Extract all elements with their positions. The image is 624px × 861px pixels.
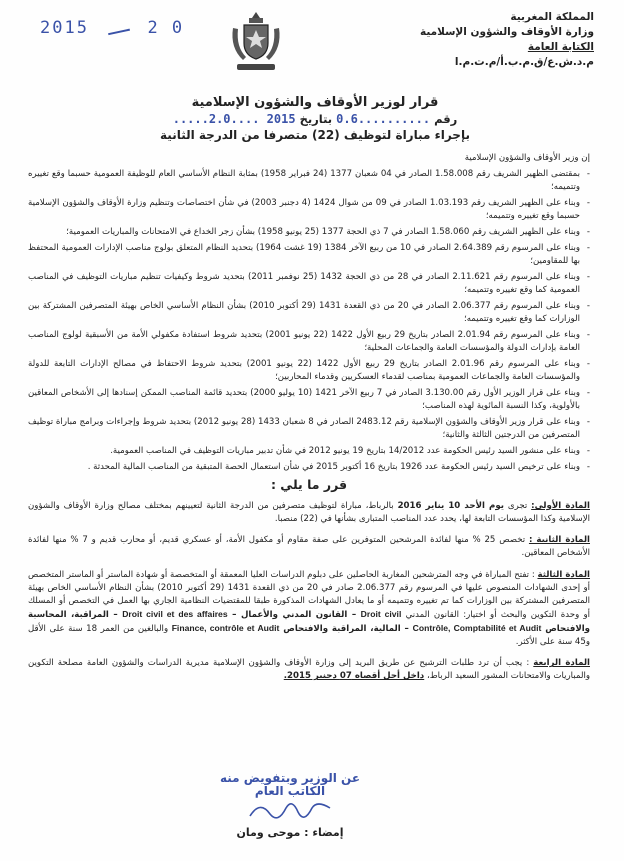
legal-references-list bbox=[28, 168, 590, 474]
article-label: المادة الثالثة bbox=[537, 569, 590, 580]
decree-title bbox=[150, 95, 480, 142]
article-text: : يجب أن ترد طلبات الترشيح عن طريق البريد إلى وزارة الأوقاف والشؤون الإسلامية مديرية الدراسات والشؤون العامة مصلحة التكوين والمباريات والامتحانات المشور السعيد الرباط، bbox=[28, 658, 590, 682]
department-name: الكتابة العامة bbox=[527, 41, 594, 53]
legal-reference: - وبناء على الظهير الشريف رقم 1.03.193 الصادر في 09 من شوال 1424 (4 دجنبر 2003) في شأن اختصاصات وتنظيم وزارة الأوقاف والشؤون الإسلامية حسبما وقع تغييره وتتميمه؛ bbox=[28, 197, 590, 223]
decision-heading: قرر ما يلي : bbox=[270, 477, 348, 492]
legal-reference: - وبناء على منشور السيد رئيس الحكومة عدد 14/2012 بتاريخ 19 يونيو 2012 في شأن تدبير مباريات التوظيف في المناصب العمومية. bbox=[28, 445, 590, 458]
stamp-year: 2015 bbox=[40, 18, 89, 38]
specialty-civil-affaires-ar: القانون المدني والأعمال bbox=[240, 609, 348, 620]
legal-reference: - وبناء على المرسوم رقم 2.06.377 الصادر في 20 من ذي القعدة 1431 (29 أكتوبر 2010) بشأن النظام الأساسي الخاص بهيئة المتصرفين المشتركة بين الوزارات كما وقع تغييره وتتميمه؛ bbox=[28, 300, 590, 326]
reference-code: م.د.ش.ع/ق.م.ب.أ/م.ت.م.ا bbox=[454, 56, 594, 68]
article-text: تجرى bbox=[503, 500, 532, 511]
signatory-role: الكاتب العام bbox=[254, 784, 326, 798]
article-label: المادة الثانية : bbox=[528, 535, 590, 546]
specialty-finance-ar: المالية، المراقبة والافتحاص bbox=[283, 623, 401, 634]
country-name: المملكة المغربية bbox=[510, 11, 594, 23]
article-3 bbox=[28, 569, 590, 649]
article-text: بالرباط، مباراة لتوظيف متصرفين من الدرجة الثانية لتعيينهم بمختلف مصالح وزارة الأوقاف والشؤون الإسلامية وكذا المؤسسات التابعة لها، يحدد عدد المناصب المتبارى بشأنها في (22) منصبا. bbox=[28, 500, 590, 524]
title-line-3: بإجراء مباراة لتوظيف (22) متصرفا من الدرجة الثانية bbox=[160, 128, 470, 142]
specialty-finance: Finance, contrôle et Audit bbox=[171, 622, 280, 633]
legal-reference: - وبناء على المرسوم رقم 2.01.96 الصادر بتاريخ 29 ربيع الأول 1422 (22 يونيو 2001) بتحديد شروط الاحتفاظ في مصالح الإدارات التابعة للدولة والمؤسسات العامة والجماعات العمومية بمناصب لقدماء العسكريين وقدماء المحاربين؛ bbox=[28, 358, 590, 384]
age-requirement: والبالغين من العمر 18 سنة على الأقل و45 سنة على الأكثر. bbox=[28, 623, 590, 647]
stamp-scribble bbox=[106, 19, 130, 35]
legal-reference: - بمقتضى الظهير الشريف رقم 1.58.008 الصادر في 04 شعبان 1377 (24 فبراير 1958) بمثابة النظام الأساسي العام للوظيفة العمومية حسبما وقع تغييره وتتميمه؛ bbox=[28, 168, 590, 194]
article-text: : تفتح المباراة في وجه المترشحين المغاربة الحاصلين على دبلوم الدراسات العليا المعمقة أو المتخصصة أو شهادة الماستر أو الماستر المتخصص أو إحدى الشهادات المنصوص عليها في المرسوم رقم 2.06.377 صادر في 20 من ذي القعدة 1431 (29 أكتوبر 2010) بشأن النظام الأساسي الخاص بهيئة المتصرفين المشتركة بين الوزارات كما تم تغييره وتتميمه أو ما يعادل الشهادات المذكورة طبقا للمقتضيات النظامية الجاري بها العمل في التخصص أو المسلك أو وحدة التكوين والبحث أو اختيار: القانون المدني bbox=[28, 569, 591, 620]
delegation-stamp: عن الوزير وبتفويض منه bbox=[219, 771, 361, 785]
signatory-name: إمضاء : موحى ومان bbox=[236, 826, 344, 839]
specialty-controle: Contrôle, Comptabilité et Audit bbox=[412, 622, 542, 633]
article-label: المادة الرابعة bbox=[533, 658, 590, 669]
decree-number: ..........0.6 bbox=[336, 112, 431, 126]
legal-reference: - وبناء على المرسوم رقم 2.64.389 الصادر في 10 من ربيع الآخر 1384 (19 غشت 1964) بتحديد النظام المتعلق بولوج مناصب الإدارات العمومية المحتفظ بها للمقاومين؛ bbox=[28, 242, 590, 268]
legal-reference: - وبناء على قرار وزير الأوقاف والشؤون الإسلامية رقم 2483.12 الصادر في 8 شعبان 1433 (28 يونيو 2012) بتحديد شروط وإجراءات وبرامج مباراة توظيف المتصرفين من الدرجتين الثالثة والثانية؛ bbox=[28, 416, 590, 442]
decree-date: 2015 ....2.0..... bbox=[172, 112, 296, 126]
article-2 bbox=[28, 534, 590, 560]
specialty-audit-ar: المراقبة، المحاسبة والافتحاص bbox=[28, 609, 591, 634]
article-text: تخصص bbox=[495, 535, 529, 546]
specialty-droit-civil-affaires: Droit civil et des affaires bbox=[122, 608, 228, 619]
decree-body bbox=[28, 152, 590, 687]
legal-reference: - وبناء على المرسوم رقم 2.11.621 الصادر في 28 من ذي الحجة 1432 (25 نوفمبر 2011) بتحديد شروط وكيفيات تنظيم مباريات التوظيف في المناصب العمومية كما وقع تغييره وتتميمه؛ bbox=[28, 271, 590, 297]
legal-reference: - وبناء على الظهير الشريف رقم 1.58.060 الصادر في 7 ذي الحجة 1377 (25 يونيو 1958) بشأن زجر الخداع في الامتحانات والمباريات العمومية؛ bbox=[28, 226, 590, 239]
specialty-list: Droit civil – القانون المدني والأعمال – Droit civil et des affaires – المراقبة، المحاسبة والافتحاص Contrôle, Comptabilité et Audit – المالية، المراقبة والافتحاص Finance, contrôle et Audit bbox=[28, 608, 591, 634]
handwritten-signature-icon bbox=[245, 798, 335, 822]
legal-reference: - وبناء على المرسوم رقم 2.01.94 الصادر بتاريخ 29 ربيع الأول 1422 (22 يونيو 2001) بتحديد شروط استفادة مكفولي الأمة من الأسبقية لولوج المناصب العامة بإدارات الدولة والمؤسسات العامة والجماعات المحلية؛ bbox=[28, 329, 590, 355]
signature-block bbox=[215, 772, 365, 839]
legal-reference: - وبناء على ترخيص السيد رئيس الحكومة عدد 1926 بتاريخ 16 أكتوبر 2015 في شأن استعمال الحصة المتبقية من المناصب المالية المحدثة . bbox=[28, 461, 590, 474]
deadline: داخل أجل أقصاه 07 دجنبر 2015. bbox=[283, 671, 425, 682]
title-line-1: قرار لوزير الأوقاف والشؤون الإسلامية bbox=[191, 95, 439, 110]
article-1 bbox=[28, 500, 590, 526]
preamble: إن وزير الأوقاف والشؤون الإسلامية bbox=[464, 153, 590, 163]
article-text: 25 % منها لفائدة المرشحين المتوفرين على صفة مقاوم أو مكفول الأمة، أو عسكري قديم، أو محارب قديم و 7 % منها لفائدة الأشخاص المعاقين. bbox=[28, 535, 590, 559]
institution-header bbox=[420, 10, 594, 70]
article-label: المادة الأولى: bbox=[531, 500, 590, 511]
title-line-2 bbox=[150, 112, 480, 126]
number-label: رقم bbox=[430, 112, 458, 126]
specialty-droit-civil: Droit civil bbox=[360, 608, 402, 619]
exam-date: يوم الأحد 10 يناير 2016 bbox=[397, 500, 504, 511]
ministry-name: وزارة الأوقاف والشؤون الإسلامية bbox=[419, 26, 594, 38]
stamp-day: 2 0 bbox=[147, 18, 185, 38]
date-label: بتاريخ bbox=[295, 112, 333, 126]
legal-reference: - وبناء على قرار الوزير الأول رقم 3.130.00 الصادر في 7 ربيع الآخر 1421 (10 يوليو 2000) بتحديد قائمة المناصب الممكن إسنادها إلى الأشخاص المعاقين بالأولوية، وكذا النسبة المائوية لهذه المناصب؛ bbox=[28, 387, 590, 413]
royal-emblem-icon bbox=[227, 8, 285, 78]
reception-date-stamp bbox=[40, 18, 184, 38]
article-4 bbox=[28, 657, 590, 683]
